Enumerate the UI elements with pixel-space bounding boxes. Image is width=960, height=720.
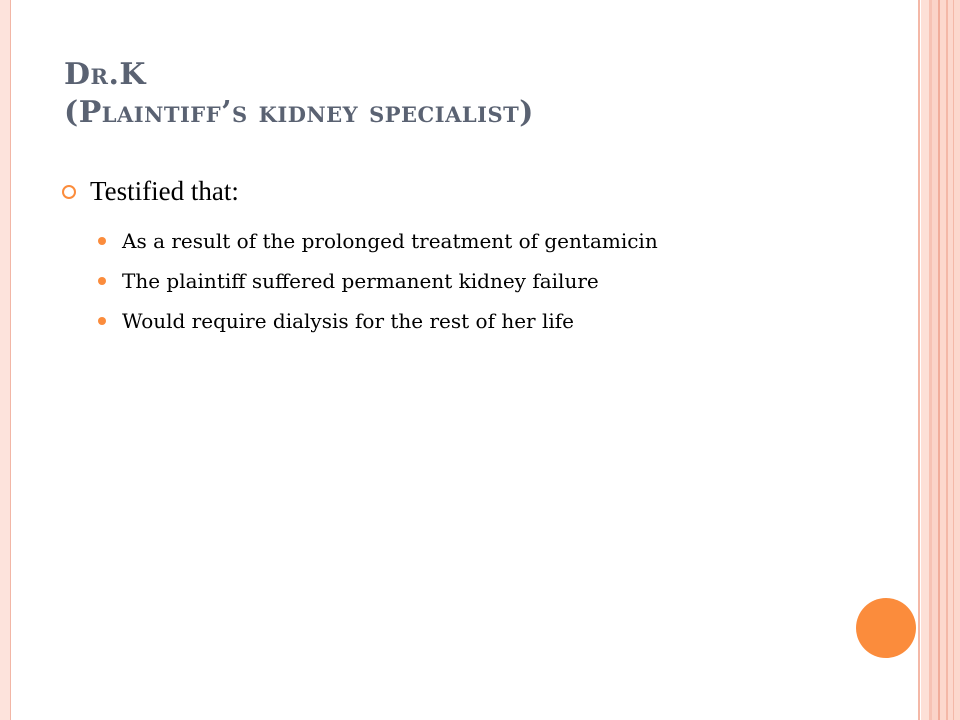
list-item-text: Would require dialysis for the rest of her life: [122, 309, 575, 333]
main-bullet: [62, 176, 902, 207]
list-item: [98, 221, 902, 261]
list-item: [98, 301, 902, 341]
list-item-text: As a result of the prolonged treatment of gentamicin: [122, 229, 658, 253]
left-border: [0, 0, 11, 720]
sub-bullet-list: [62, 221, 902, 341]
decorative-circle: [856, 598, 916, 658]
dot-bullet-icon: [98, 277, 106, 285]
list-item: [98, 261, 902, 301]
title-line-2: (Plaintiff’s kidney specialist): [64, 95, 534, 130]
decorative-stripe: [953, 0, 954, 720]
dot-bullet-icon: [98, 317, 106, 325]
decorative-stripe: [918, 0, 920, 720]
list-item-text: The plaintiff suffered permanent kidney failure: [122, 269, 599, 293]
decorative-stripe: [940, 0, 960, 720]
slide-content: [62, 176, 902, 341]
slide-title: [64, 56, 534, 132]
decorative-stripe: [946, 0, 948, 720]
decorative-stripe: [921, 0, 929, 720]
ring-bullet-icon: [62, 185, 76, 199]
main-bullet-text: Testified that:: [90, 176, 239, 206]
dot-bullet-icon: [98, 237, 106, 245]
title-line-1: Dr.K: [64, 57, 146, 92]
